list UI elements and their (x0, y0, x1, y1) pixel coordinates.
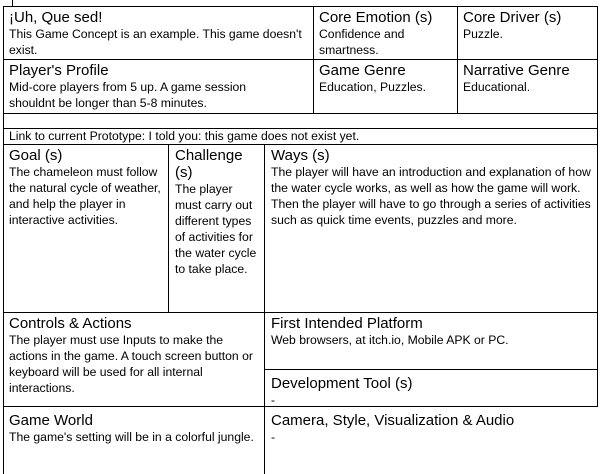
dev-tool-cell (271, 375, 595, 408)
row-divider-6 (265, 369, 598, 370)
ways-text: The player will have an introduction and explanation of how the water cycle works, as well as how the game will work. Then the player will have to go through a series of activities such as quick time events, puzzles and more. (271, 165, 591, 227)
core-driver-text: Puzzle. (463, 27, 503, 41)
controls-cell (9, 315, 259, 396)
table-border-right (597, 6, 598, 407)
platform-cell (271, 315, 595, 348)
core-emotion-heading: Core Emotion (s) (319, 9, 433, 26)
goals-heading: Goal (s) (9, 147, 63, 164)
row-divider-1 (3, 59, 598, 60)
core-driver-cell (463, 9, 593, 42)
camera-text: - (271, 430, 276, 444)
prototype-link-text: Link to current Prototype: I told you: this game does not exist yet. (9, 129, 360, 143)
core-emotion-cell (319, 9, 453, 58)
game-world-text: The game's setting will be in a colorful jungle. (9, 430, 254, 444)
game-genre-cell (319, 62, 453, 95)
players-profile-heading: Player's Profile (9, 62, 109, 79)
title-heading: ¡Uh, Que sed! (9, 9, 103, 26)
row-divider-2 (3, 113, 598, 114)
table-border-left (3, 6, 4, 474)
challenge-text: The player must carry out different types of activities for the water cycle to take place. (175, 182, 257, 276)
players-profile-text: Mid-core players from 5 up. A game session shouldnt be longer than 5-8 minutes. (9, 80, 247, 110)
controls-text: The player must use Inputs to make the actions in the game. A touch screen button or keyboard will be used for all internal interactions. (9, 333, 253, 395)
game-genre-text: Education, Puzzles. (319, 80, 427, 94)
col-divider-4 (264, 144, 265, 474)
title-text: This Game Concept is an example. This game doesn't exist. (9, 27, 302, 57)
controls-heading: Controls & Actions (9, 315, 132, 332)
narrative-genre-cell (463, 62, 593, 95)
game-genre-heading: Game Genre (319, 62, 406, 79)
prototype-link-cell (9, 129, 594, 144)
dev-tool-text: - (271, 393, 276, 407)
core-driver-heading: Core Driver (s) (463, 9, 562, 26)
table-border-top (3, 6, 598, 7)
platform-heading: First Intended Platform (271, 315, 423, 332)
camera-cell (271, 412, 595, 445)
challenge-heading: Challenge (s) (175, 147, 243, 181)
narrative-genre-text: Educational. (463, 80, 531, 94)
game-world-heading: Game World (9, 412, 93, 429)
goals-text: The chameleon must follow the natural cycle of weather, and help the player in interactive activities. (9, 165, 161, 227)
col-divider-2 (457, 6, 458, 114)
narrative-genre-heading: Narrative Genre (463, 62, 570, 79)
ways-heading: Ways (s) (271, 147, 330, 164)
col-divider-3 (168, 144, 169, 313)
row-divider-4 (3, 144, 598, 145)
game-world-cell (9, 412, 259, 445)
row-divider-5 (3, 312, 598, 313)
players-profile-cell (9, 62, 289, 111)
title-cell (9, 9, 309, 58)
challenge-cell (175, 147, 259, 277)
goals-cell (9, 147, 161, 228)
col-divider-1 (313, 6, 314, 114)
platform-text: Web browsers, at itch.io, Mobile APK or PC. (271, 333, 509, 347)
core-emotion-text: Confidence and smartness. (319, 27, 405, 57)
ways-cell (271, 147, 595, 228)
camera-heading: Camera, Style, Visualization & Audio (271, 412, 515, 429)
dev-tool-heading: Development Tool (s) (271, 375, 413, 392)
